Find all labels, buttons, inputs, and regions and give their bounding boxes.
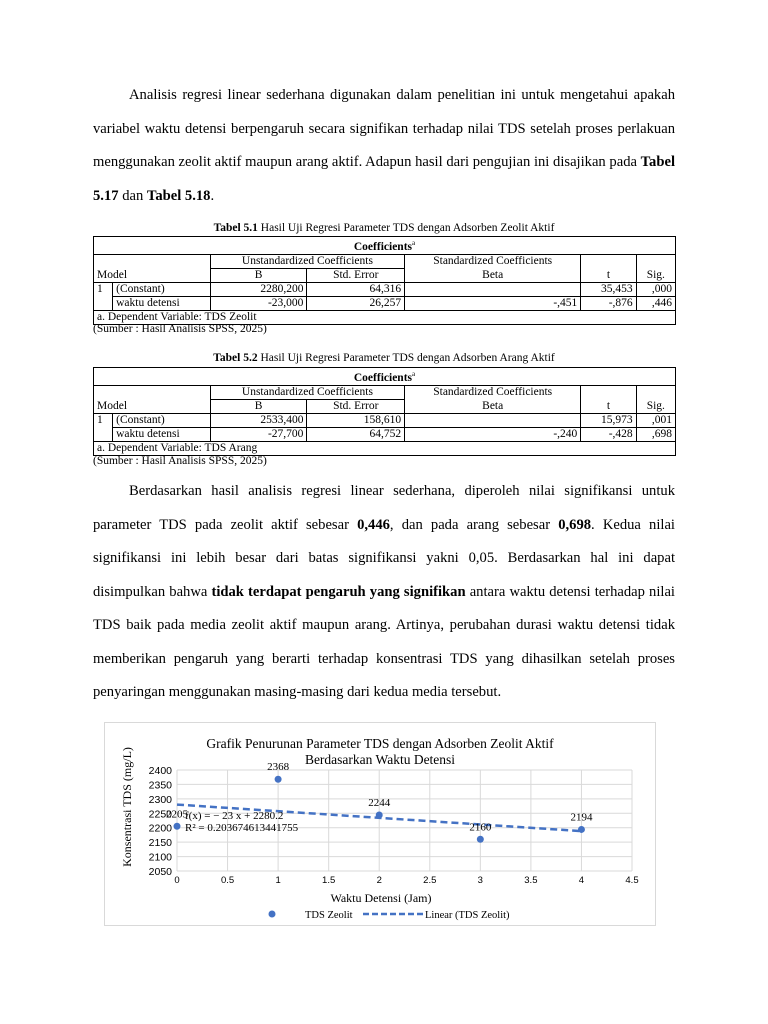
table1-caption-label: Tabel 5.1 bbox=[213, 222, 258, 234]
y-tick-label-2200: 2200 bbox=[148, 822, 172, 835]
table1-hdr-unstd: Unstandardized Coefficients bbox=[210, 254, 404, 268]
data-point-2 bbox=[376, 812, 383, 819]
table2-footnote: a. Dependent Variable: TDS Arang bbox=[94, 441, 676, 455]
table-row: waktu detensi -23,000 26,257 -,451 -,876 ,446 bbox=[94, 296, 676, 310]
conclusion-emphasis: tidak terdapat pengaruh yang signifikan bbox=[211, 583, 466, 600]
table2-hdr-model: Model bbox=[94, 399, 211, 413]
x-tick-label-3: 3 bbox=[477, 875, 483, 886]
table-row: 1 (Constant) 2280,200 64,316 35,453 ,000 bbox=[94, 282, 676, 296]
x-tick-label-1: 1 bbox=[275, 875, 281, 886]
data-label-3: 2160 bbox=[469, 821, 492, 834]
table2-hdr-b: B bbox=[210, 399, 307, 413]
table2-hdr-unstd: Unstandardized Coefficients bbox=[210, 385, 404, 399]
table1-hdr-sig: Sig. bbox=[636, 268, 675, 282]
data-label-0: 2205 bbox=[166, 808, 188, 821]
table1-source: (Sumber : Hasil Analisis SPSS, 2025) bbox=[93, 323, 267, 335]
data-label-2: 2244 bbox=[368, 797, 391, 810]
y-tick-label-2250: 2250 bbox=[148, 808, 172, 821]
table2-coefficients bbox=[93, 367, 676, 456]
data-point-3 bbox=[477, 836, 484, 843]
chart-legend bbox=[269, 910, 511, 921]
table2-hdr-sig: Sig. bbox=[636, 399, 675, 413]
y-tick-label-2400: 2400 bbox=[148, 765, 172, 777]
intro-paragraph bbox=[93, 79, 675, 213]
ref-table-5-17: Tabel 5.17 bbox=[93, 154, 675, 204]
x-tick-label-2: 2 bbox=[376, 875, 382, 886]
legend-marker-tds-zeolit bbox=[269, 911, 276, 918]
data-point-1 bbox=[275, 776, 282, 783]
chart-y-axis-label: Konsentrasi TDS (mg/L) bbox=[120, 747, 134, 867]
table1-hdr-std: Standardized Coefficients bbox=[405, 254, 581, 268]
table1-hdr-t: t bbox=[581, 268, 636, 282]
table1-hdr-model: Model bbox=[94, 268, 211, 282]
table2-hdr-std: Standardized Coefficients bbox=[405, 385, 581, 399]
x-tick-label-2.5: 2.5 bbox=[423, 875, 437, 886]
sig-value-arang: 0,698 bbox=[558, 516, 592, 533]
y-tick-label-2300: 2300 bbox=[148, 793, 172, 806]
table-row: 1 (Constant) 2533,400 158,610 15,973 ,001 bbox=[94, 413, 676, 427]
table2-source: (Sumber : Hasil Analisis SPSS, 2025) bbox=[93, 455, 267, 467]
legend-label-linear: Linear (TDS Zeolit) bbox=[425, 910, 510, 921]
x-tick-label-4: 4 bbox=[578, 875, 585, 886]
data-label-1: 2368 bbox=[267, 761, 290, 774]
intro-text-a: Analisis regresi linear sederhana digunakan dalam penelitian ini untuk mengetahui apakah variabel waktu detensi berpengaruh secara signifikan terhadap nilai TDS setelah proses perlakuan menggunakan zeolit aktif maupun arang aktif. Adapun hasil dari pengujian ini disajikan pada bbox=[93, 87, 675, 170]
table2-caption-text: Hasil Uji Regresi Parameter TDS dengan Adsorben Arang Aktif bbox=[257, 352, 555, 364]
data-label-4: 2194 bbox=[570, 811, 593, 824]
intro-text-b: dan bbox=[118, 187, 147, 204]
table2-caption-label: Tabel 5.2 bbox=[213, 352, 258, 364]
table1-hdr-beta: Beta bbox=[405, 268, 581, 282]
table1-hdr-b: B bbox=[210, 268, 307, 282]
table1-caption-text: Hasil Uji Regresi Parameter TDS dengan Adsorben Zeolit Aktif bbox=[257, 222, 555, 234]
y-tick-label-2150: 2150 bbox=[148, 837, 172, 850]
table-row: waktu detensi -27,700 64,752 -,240 -,428 ,698 bbox=[94, 427, 676, 441]
table1-model-num: 1 bbox=[94, 282, 113, 296]
trendline-r-squared: R² = 0.203674613441755 bbox=[185, 822, 299, 834]
table2-hdr-t: t bbox=[581, 399, 636, 413]
ref-table-5-18: Tabel 5.18 bbox=[146, 187, 211, 204]
table1-hdr-se: Std. Error bbox=[307, 268, 405, 282]
discussion-paragraph: Berdasarkan hasil analisis regresi linear sederhana, diperoleh nilai signifikansi untuk parameter TDS pada zeolit aktif sebesar 0,446, dan pada arang sebesar 0,698. Kedua nilai signifikansi ini lebih besar dari batas signifikansi yakni 0,05. Berdasarkan hal ini dapat disimpulkan bahwa tidak terdapat pengaruh yang signifikan antara waktu detensi terhadap nilai TDS baik pada media zeolit aktif maupun arang. Artinya, perubahan durasi waktu detensi tidak memberikan pengaruh yang berarti terhadap konsentrasi TDS yang dihasilkan setelah proses penyaringan menggunakan masing-masing dari kedua media tersebut. bbox=[93, 483, 675, 700]
x-tick-label-4.5: 4.5 bbox=[625, 875, 639, 886]
table2-hdr-se: Std. Error bbox=[307, 399, 405, 413]
x-tick-label-1.5: 1.5 bbox=[322, 875, 336, 886]
table2-hdr-beta: Beta bbox=[405, 399, 581, 413]
y-tick-label-2050: 2050 bbox=[148, 866, 172, 878]
table2-title: Coefficients$^a$ bbox=[94, 368, 676, 386]
chart-x-axis-label: Waktu Detensi (Jam) bbox=[330, 891, 432, 905]
x-tick-label-3.5: 3.5 bbox=[524, 875, 538, 886]
chart-canvas bbox=[105, 723, 655, 925]
chart-title-line2: Berdasarkan Waktu Detensi bbox=[304, 752, 456, 767]
table1-title: Coefficients$^a$ bbox=[94, 237, 676, 255]
y-tick-label-2350: 2350 bbox=[148, 779, 172, 792]
table2-model-num: 1 bbox=[94, 413, 113, 427]
table1-coefficients bbox=[93, 236, 676, 325]
data-point-0 bbox=[174, 823, 181, 830]
x-tick-label-0.5: 0.5 bbox=[220, 875, 235, 886]
intro-text-c: . bbox=[210, 187, 215, 204]
table2-caption bbox=[93, 352, 675, 364]
table1-caption bbox=[93, 222, 675, 234]
sig-value-zeolit: 0,446 bbox=[357, 516, 390, 533]
legend-label-tds-zeolit: TDS Zeolit bbox=[305, 910, 353, 921]
y-tick-label-2100: 2100 bbox=[148, 851, 172, 864]
trendline-equation: f(x) = − 23 x + 2280.2 bbox=[185, 810, 284, 822]
data-point-4 bbox=[578, 826, 585, 833]
table1-footnote: a. Dependent Variable: TDS Zeolit bbox=[94, 310, 676, 324]
chart-title-line1: Grafik Penurunan Parameter TDS dengan Adsorben Zeolit Aktif bbox=[206, 736, 554, 751]
x-tick-label-0: 0 bbox=[174, 875, 180, 886]
tds-zeolit-chart bbox=[104, 722, 656, 926]
